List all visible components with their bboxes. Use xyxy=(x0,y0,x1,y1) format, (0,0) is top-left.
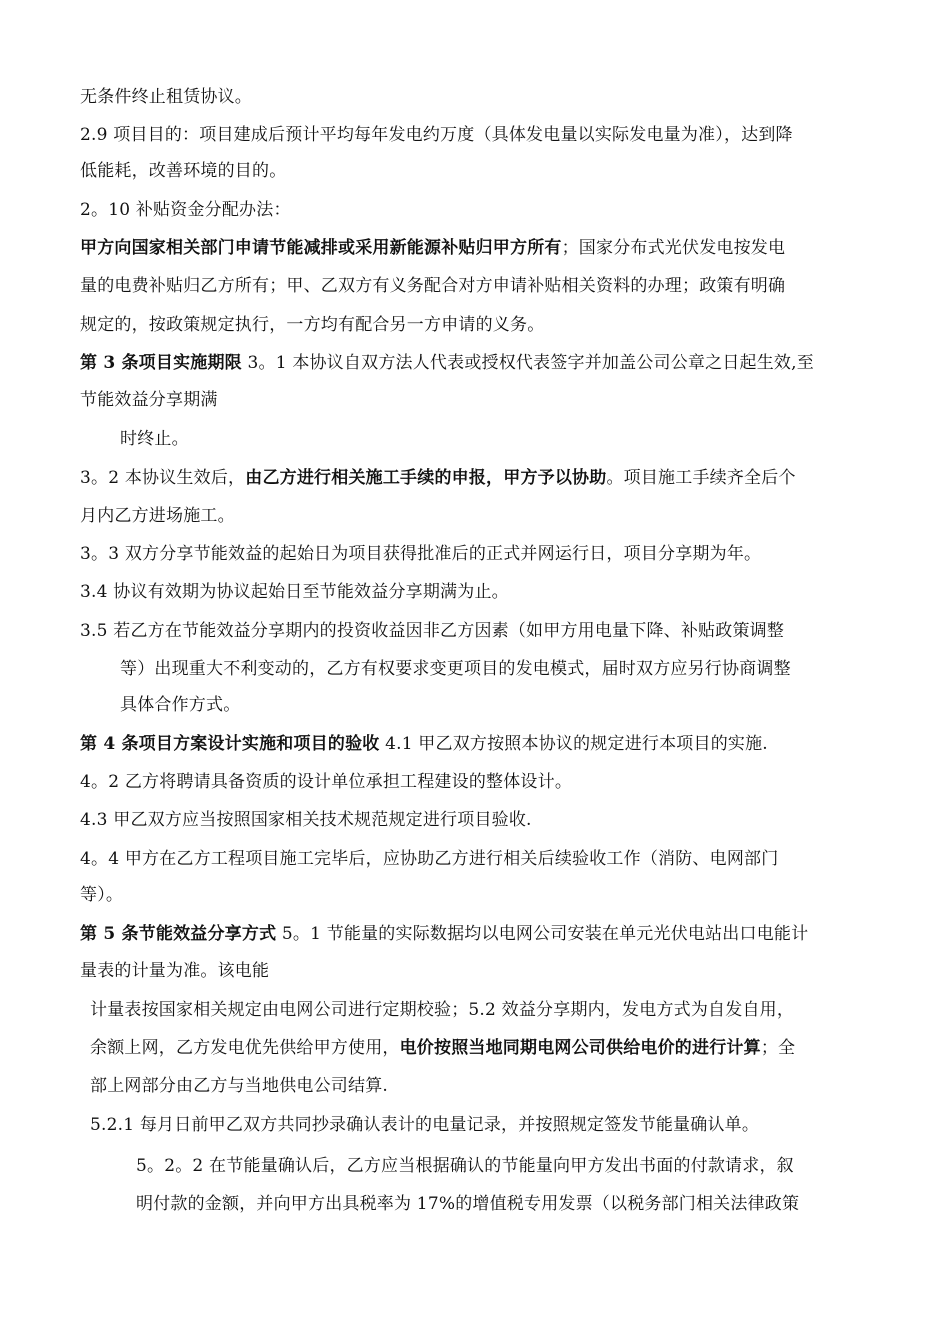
text-segment: 5。1 节能量的实际数据均以电网公司安装在单元光伏电站出口电能计 xyxy=(276,924,809,944)
text-line xyxy=(80,389,218,411)
text-segment: 4。4 甲方在乙方工程项目施工完毕后，应协助乙方进行相关后续验收工作（消防、电网部门 xyxy=(80,849,779,869)
text-line xyxy=(80,923,808,945)
text-line xyxy=(80,620,784,642)
text-segment: 3。2 本协议生效后， xyxy=(80,468,246,488)
text-segment: 3.4 协议有效期为协议起始日至节能效益分享期满为止。 xyxy=(80,582,509,602)
text-segment: 余额上网，乙方发电优先供给甲方使用， xyxy=(90,1038,400,1058)
text-segment: 时终止。 xyxy=(120,429,189,449)
text-segment: 。项目施工手续齐全后个 xyxy=(606,468,796,488)
text-segment: 规定的，按政策规定执行，一方均有配合另一方申请的义务。 xyxy=(80,315,545,335)
text-line xyxy=(80,467,796,489)
text-line xyxy=(136,1155,794,1177)
text-line xyxy=(80,505,235,527)
text-line xyxy=(80,314,544,336)
text-line xyxy=(80,124,793,146)
text-segment: 3。3 双方分享节能效益的起始日为项目获得批准后的正式并网运行日，项目分享期为年。 xyxy=(80,544,762,564)
bold-text-segment: 第 5 条节能效益分享方式 xyxy=(80,924,277,944)
text-line xyxy=(80,86,252,108)
text-segment: 2。10 补贴资金分配办法： xyxy=(80,200,291,220)
text-line xyxy=(80,733,768,755)
text-segment: 具体合作方式。 xyxy=(120,695,241,715)
bold-text-segment: 甲方向国家相关部门申请节能减排或采用新能源补贴归甲方所有 xyxy=(80,238,562,258)
text-line xyxy=(80,199,291,221)
text-segment: 计量表按国家相关规定由电网公司进行定期校验；5.2 效益分享期内，发电方式为自发自用， xyxy=(90,1000,795,1020)
text-line xyxy=(80,771,572,793)
text-segment: 月内乙方进场施工。 xyxy=(80,506,235,526)
bold-text-segment: 第 3 条项目实施期限 xyxy=(80,353,242,373)
text-line xyxy=(80,884,123,906)
text-line xyxy=(90,1114,759,1136)
text-line xyxy=(80,960,269,982)
text-line xyxy=(136,1193,799,1215)
text-line xyxy=(80,237,785,259)
text-segment: 5.2.1 每月日前甲乙双方共同抄录确认表计的电量记录，并按照规定签发节能量确认单。 xyxy=(90,1115,760,1135)
text-line xyxy=(80,352,814,374)
text-line xyxy=(120,658,791,680)
text-line xyxy=(80,275,785,297)
text-line xyxy=(90,999,794,1021)
text-line xyxy=(120,694,240,716)
text-segment: 4.1 甲乙双方按照本协议的规定进行本项目的实施. xyxy=(379,734,768,754)
bold-text-segment: 电价按照当地同期电网公司供给电价的进行计算 xyxy=(399,1038,761,1058)
text-segment: 4.3 甲乙双方应当按照国家相关技术规范规定进行项目验收. xyxy=(80,810,532,830)
text-segment: 部上网部分由乙方与当地供电公司结算. xyxy=(90,1076,389,1096)
text-segment: 明付款的金额，并向甲方出具税率为 17%的增值税专用发票（以税务部门相关法律政策 xyxy=(136,1194,800,1214)
text-line xyxy=(80,581,509,603)
text-line xyxy=(80,160,286,182)
text-segment: ；全 xyxy=(760,1038,796,1058)
text-segment: 3。1 本协议自双方法人代表或授权代表签字并加盖公司公章之日起生效,至 xyxy=(241,353,814,373)
text-line xyxy=(90,1037,795,1059)
text-line xyxy=(120,428,189,450)
text-segment: 低能耗，改善环境的目的。 xyxy=(80,161,287,181)
text-segment: 节能效益分享期满 xyxy=(80,390,218,410)
text-line xyxy=(80,848,778,870)
text-segment: 5。2。2 在节能量确认后，乙方应当根据确认的节能量向甲方发出书面的付款请求，叙 xyxy=(136,1156,794,1176)
text-segment: 4。2 乙方将聘请具备资质的设计单位承担工程建设的整体设计。 xyxy=(80,772,573,792)
text-segment: 2.9 项目目的：项目建成后预计平均每年发电约万度（具体发电量以实际发电量为准），达到降 xyxy=(80,125,793,145)
text-segment: 无条件终止租赁协议。 xyxy=(80,87,252,107)
text-segment: 等）出现重大不利变动的，乙方有权要求变更项目的发电模式，届时双方应另行协商调整 xyxy=(120,659,791,679)
bold-text-segment: 由乙方进行相关施工手续的申报，甲方予以协助 xyxy=(245,468,607,488)
bold-text-segment: 第 4 条项目方案设计实施和项目的验收 xyxy=(80,734,380,754)
text-segment: 量表的计量为准。该电能 xyxy=(80,961,270,981)
text-segment: 等）。 xyxy=(80,885,124,905)
text-segment: ；国家分布式光伏发电按发电 xyxy=(561,238,786,258)
text-segment: 3.5 若乙方在节能效益分享期内的投资收益因非乙方因素（如甲方用电量下降、补贴政策调整 xyxy=(80,621,785,641)
text-line xyxy=(80,809,532,831)
text-segment: 量的电费补贴归乙方所有；甲、乙双方有义务配合对方申请补贴相关资料的办理；政策有明确 xyxy=(80,276,786,296)
text-line xyxy=(90,1075,388,1097)
text-line xyxy=(80,543,761,565)
